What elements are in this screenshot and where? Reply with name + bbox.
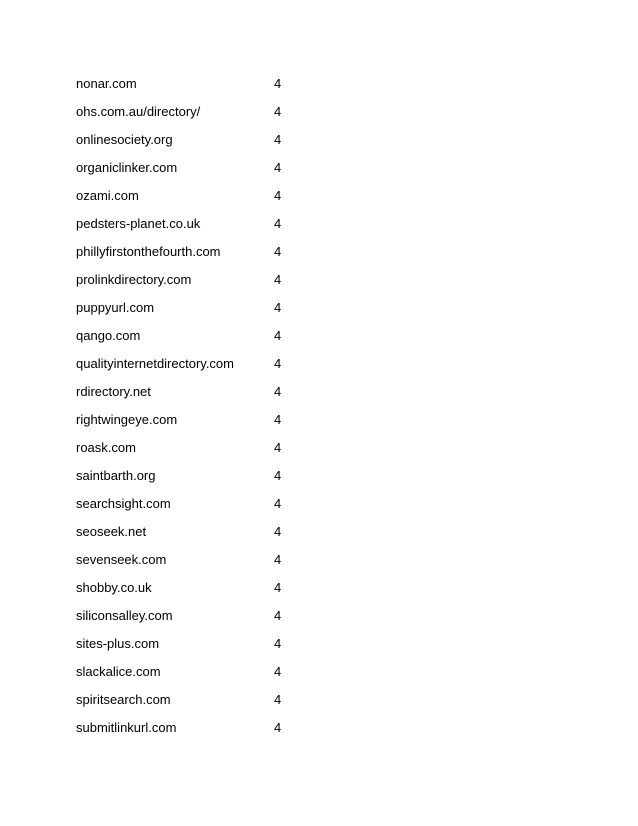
- count-cell: 4: [274, 132, 282, 147]
- table-row: [76, 518, 316, 546]
- table-row: [76, 434, 316, 462]
- table-row: [76, 630, 316, 658]
- domain-cell: roask.com: [76, 440, 136, 455]
- count-cell: 4: [274, 636, 282, 651]
- count-cell: 4: [274, 384, 282, 399]
- count-cell: 4: [274, 272, 282, 287]
- count-cell: 4: [274, 216, 282, 231]
- domain-cell: shobby.co.uk: [76, 580, 152, 595]
- count-cell: 4: [274, 468, 282, 483]
- count-cell: 4: [274, 524, 282, 539]
- count-cell: 4: [274, 664, 282, 679]
- domain-cell: pedsters-planet.co.uk: [76, 216, 201, 231]
- table-row: [76, 126, 316, 154]
- count-cell: 4: [274, 244, 282, 259]
- table-row: [76, 490, 316, 518]
- domain-cell: rdirectory.net: [76, 384, 151, 399]
- domain-cell: saintbarth.org: [76, 468, 156, 483]
- table-row: [76, 266, 316, 294]
- domain-cell: siliconsalley.com: [76, 608, 173, 623]
- domain-cell: ozami.com: [76, 188, 139, 203]
- domain-cell: sites-plus.com: [76, 636, 160, 651]
- count-cell: 4: [274, 608, 282, 623]
- table-row: [76, 154, 316, 182]
- domain-cell: phillyfirstonthefourth.com: [76, 244, 221, 259]
- count-cell: 4: [274, 440, 282, 455]
- count-cell: 4: [274, 692, 282, 707]
- domain-cell: qualityinternetdirectory.com: [76, 356, 234, 371]
- table-row: [76, 70, 316, 98]
- domain-cell: onlinesociety.org: [76, 132, 173, 147]
- domain-cell: organiclinker.com: [76, 160, 178, 175]
- table-row: [76, 658, 316, 686]
- table-row: [76, 686, 316, 714]
- domain-cell: seoseek.net: [76, 524, 147, 539]
- domain-cell: puppyurl.com: [76, 300, 155, 315]
- count-cell: 4: [274, 580, 282, 595]
- count-cell: 4: [274, 76, 282, 91]
- domain-cell: sevenseek.com: [76, 552, 167, 567]
- table-row: [76, 378, 316, 406]
- table-row: [76, 294, 316, 322]
- table-row: [76, 238, 316, 266]
- count-cell: 4: [274, 356, 282, 371]
- domain-cell: prolinkdirectory.com: [76, 272, 192, 287]
- table-row: [76, 350, 316, 378]
- count-cell: 4: [274, 104, 282, 119]
- count-cell: 4: [274, 188, 282, 203]
- table-row: [76, 406, 316, 434]
- domain-cell: submitlinkurl.com: [76, 720, 177, 735]
- domain-cell: searchsight.com: [76, 496, 171, 511]
- count-cell: 4: [274, 552, 282, 567]
- domain-cell: ohs.com.au/directory/: [76, 104, 201, 119]
- count-cell: 4: [274, 720, 282, 735]
- table-row: [76, 98, 316, 126]
- table-row: [76, 210, 316, 238]
- domain-cell: spiritsearch.com: [76, 692, 171, 707]
- count-cell: 4: [274, 160, 282, 175]
- count-cell: 4: [274, 412, 282, 427]
- table-row: [76, 182, 316, 210]
- domain-cell: rightwingeye.com: [76, 412, 178, 427]
- domain-count-table: [76, 70, 316, 742]
- table-row: [76, 322, 316, 350]
- domain-cell: slackalice.com: [76, 664, 161, 679]
- table-row: [76, 462, 316, 490]
- table-row: [76, 602, 316, 630]
- table-row: [76, 714, 316, 742]
- count-cell: 4: [274, 496, 282, 511]
- count-cell: 4: [274, 328, 282, 343]
- domain-cell: qango.com: [76, 328, 141, 343]
- domain-cell: nonar.com: [76, 76, 137, 91]
- table-row: [76, 574, 316, 602]
- table-row: [76, 546, 316, 574]
- count-cell: 4: [274, 300, 282, 315]
